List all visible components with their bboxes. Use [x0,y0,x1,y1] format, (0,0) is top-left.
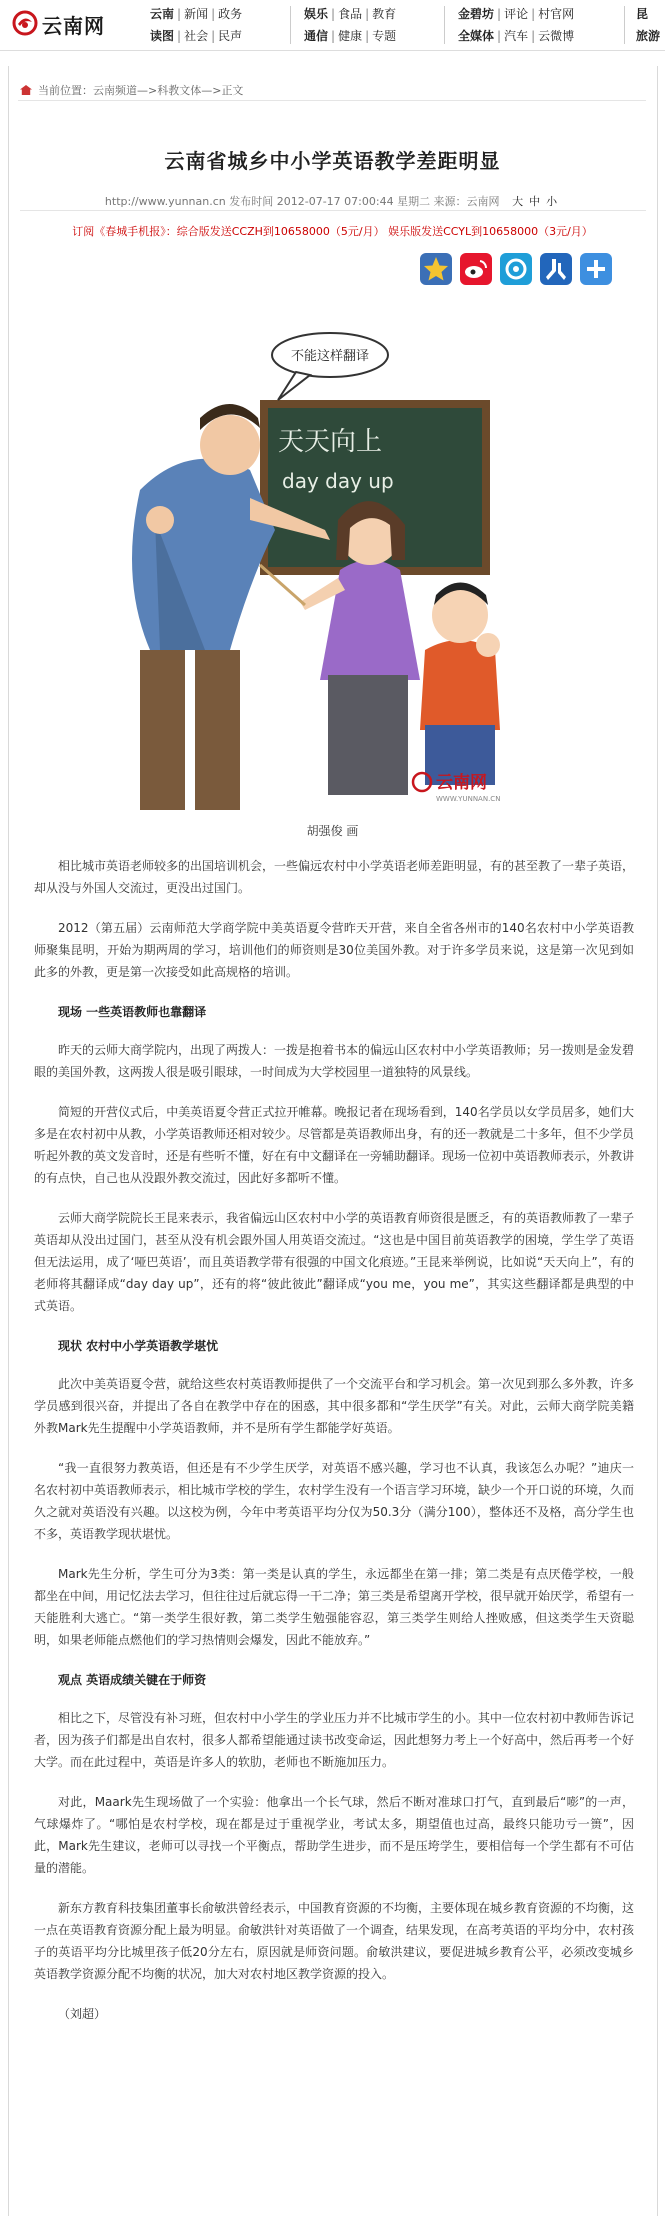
watermark-url: WWW.YUNNAN.CN [436,795,501,803]
paragraph: “我一直很努力教英语，但还是有不少学生厌学，对英语不感兴趣，学习也不认真，我该怎么办呢？”迪庆一名农村初中英语教师表示，相比城市学校的学生，农村学生没有一个语言学习环境，缺少一个开口说的环境，久而久之就对英语没有兴趣。以这校为例，今年中考英语平均分仅为50.3分（满分100），整体还不及格，高分学生也不多，英语教学现状堪忧。 [34,1461,635,1541]
article-meta [0,193,665,209]
share-weibo-button[interactable] [460,253,492,285]
nav-separator: | [531,29,536,43]
nav-link[interactable]: 通信 [304,29,329,43]
top-navigation [0,0,665,50]
paragraph: 相比城市英语老师较多的出国培训机会，一些偏远农村中小学英语老师差距明显，有的甚至教了一辈子英语，却从没与外国人交流过，更没出过国门。 [34,859,635,895]
paragraph: 此次中美英语夏令营，就给这些农村英语教师提供了一个交流平台和学习机会。第一次见到那么多外教，许多学员感到很兴奋，并提出了各自在教学中存在的困惑，其中很多都和“学生厌学”有关。对此，云师大商学院美籍外教Mark先生提醒中小学英语教师，并不是所有学生都能学好英语。 [34,1377,635,1435]
nav-group-media [458,4,574,48]
nav-separator: | [331,29,336,43]
nav-separator: | [497,7,502,21]
header-divider [0,50,665,51]
font-size-small[interactable]: 小 [546,195,558,208]
qq-zone-icon [500,253,532,285]
share-favorite-button[interactable] [420,253,452,285]
nav-link[interactable]: 旅游 [636,29,661,43]
nav-link[interactable]: 云南 [150,7,175,21]
speech-bubble-tail [278,372,310,400]
article-title: 云南省城乡中小学英语教学差距明显 [164,149,501,174]
share-renren-button[interactable] [540,253,572,285]
nav-link[interactable]: 金碧坊 [458,7,495,21]
nav-group-travel [636,4,660,48]
student-figure [420,583,500,786]
nav-link[interactable]: 专题 [372,29,397,43]
article-author: （刘超） [58,2007,107,2021]
nav-group-ent [304,4,396,48]
nav-link[interactable]: 汽车 [504,29,529,43]
section-heading: 现状 农村中小学英语教学堪忧 [58,1339,219,1353]
star-icon [420,253,452,285]
article-meta-text: http://www.yunnan.cn 发布时间 2012-07-17 07:00:44 星期二 来源：云南网 [104,195,500,208]
paragraph: 简短的开营仪式后，中美英语夏令营正式拉开帷幕。晚报记者在现场看到，140名学员以女学员居多，她们大多是在农村初中从教，小学英语教师还相对较少。尽管都是英语教师出身，有的还一教就是二十多年，但不少学员听起外教的英文发音时，还是有些听不懂，好在有中文翻译在一旁辅助翻译。现场一位初中英语教师表示，外教讲的有点快，自己也从没跟外教交流过，因此好多都听不懂。 [34,1105,635,1185]
nav-separator: | [497,29,502,43]
section-heading: 现场 一些英语教师也靠翻译 [58,1005,207,1019]
illustration-caption: 胡强俊 画 [306,824,359,838]
nav-link[interactable]: 读图 [150,29,175,43]
breadcrumb-item[interactable]: 云南频道 [93,84,137,97]
nav-separator: | [531,7,536,21]
nav-separator: | [177,29,182,43]
paragraph: 相比之下，尽管没有补习班，但农村中小学生的学业压力并不比城市学生的小。其中一位农村初中教师告诉记者，因为孩子们都是出自农村，很多人都希望能通过读书改变命运，因此想努力考上一个好高中，然后再考一个好大学。而在此过程中，英语是许多人的软肋，老师也不断施加压力。 [34,1711,635,1769]
share-qq-button[interactable] [500,253,532,285]
nav-link[interactable]: 新闻 [184,7,209,21]
font-size-switcher [509,195,560,208]
breadcrumb-item[interactable]: 科教文体 [157,84,202,97]
nav-link[interactable]: 昆 [636,7,649,21]
paragraph: Mark先生分析，学生可分为3类：第一类是认真的学生，永远都坐在第一排；第二类是有点厌倦学校，一般都坐在中间，用记忆法去学习，但往往过后就忘得一干二净；第三类是希望离开学校，很早就开始厌学，希望有一天能胜利大逃亡。“第一类学生很好教，第二类学生勉强能容忍，第三类学生则给人挫败感，但这类学生天资聪明，如果老师能点燃他们的学习热情则会爆发，因此不能放弃。” [34,1567,635,1647]
breadcrumb-divider [18,100,646,101]
nav-separator: | [211,29,216,43]
nav-link[interactable]: 社会 [184,29,209,43]
logo-text: 云南网 [42,14,105,38]
nav-link[interactable]: 全媒体 [458,29,495,43]
paragraph: 2012（第五届）云南师范大学商学院中美英语夏令营昨天开营，来自全省各州市的140名农村中小学英语教师聚集昆明，开始为期两周的学习，培训他们的师资则是30位美国外教。对于许多学员来说，这是第一次见到如此多的外教，更是第一次接受如此高规格的培训。 [34,921,634,979]
nav-link[interactable]: 健康 [338,29,363,43]
breadcrumb-current: 正文 [221,84,244,97]
nav-group-news [150,4,242,48]
section-heading: 观点 英语成绩关键在于师资 [58,1673,207,1687]
promo-link[interactable]: 娱乐版发送CCYL到10658000（3元/月） [388,225,593,238]
plus-icon [580,253,612,285]
nav-separator: | [177,7,182,21]
speech-bubble-text: 不能这样翻译 [290,349,370,364]
nav-link[interactable]: 村官网 [538,7,575,21]
cartoon-teachers-illustration [100,320,570,810]
breadcrumb-separator: —> [201,84,222,97]
nav-link[interactable]: 教育 [372,7,397,21]
nav-link[interactable]: 评论 [504,7,529,21]
paragraph: 云师大商学院院长王昆来表示，我省偏远山区农村中小学的英语教育师资很是匮乏，有的英语教师教了一辈子英语却从没出过国门，甚至从没有机会跟外国人用英语交流过。“这也是中国目前英语教学的困境，学生学了英语但无法运用，成了‘哑巴英语’，而且英语教学带有很强的中国文化痕迹。”王昆来举例说，比如说“天天向上”，有的老师将其翻译成“day day up”，还有的将“彼此彼此”翻译成“you me，you me”，其实这些翻译都是典型的中式英语。 [34,1211,635,1313]
nav-divider [290,6,291,44]
renren-icon [540,253,572,285]
article-illustration [100,320,570,810]
site-logo[interactable] [12,8,117,42]
subscription-promo [0,223,665,239]
promo-link[interactable]: 订阅《春城手机报》：综合版发送CCZH到10658000（5元/月） [72,225,385,238]
paragraph: 昨天的云师大商学院内，出现了两拨人：一拨是抱着书本的偏远山区农村中小学英语教师；另一拨则是金发碧眼的美国外教，这两拨人很是吸引眼球，一时间成为大学校园里一道独特的风景线。 [34,1043,635,1079]
nav-link[interactable]: 娱乐 [304,7,329,21]
paragraph: 对此，Maark先生现场做了一个实验：他拿出一个长气球，然后不断对准球口打气，直到最后“嘭”的一声，气球爆炸了。“哪怕是农村学校，现在都是过于重视学业，考试太多，期望值也过高，最终只能功亏一篑”，因此，Mark先生建议，老师可以寻找一个平衡点，帮助学生进步，而不是压垮学生，要相信每一个学生都有不可估量的潜能。 [34,1795,634,1875]
article-body [34,855,634,2043]
weibo-icon [460,253,492,285]
board-text-english: day day up [282,469,394,493]
board-text-chinese: 天天向上 [278,427,383,457]
nav-separator: | [331,7,336,21]
font-size-large[interactable]: 大 [512,195,524,208]
nav-link[interactable]: 政务 [218,7,243,21]
meta-divider [20,210,646,211]
breadcrumb [20,82,243,98]
nav-separator: | [211,7,216,21]
share-more-button[interactable] [580,253,612,285]
nav-link[interactable]: 民声 [218,29,243,43]
home-icon[interactable] [20,85,32,95]
watermark-text: 云南网 [436,773,487,793]
font-size-medium[interactable]: 中 [529,195,541,208]
nav-link[interactable]: 食品 [338,7,363,21]
paragraph: 新东方教育科技集团董事长俞敏洪曾经表示，中国教育资源的不均衡，主要体现在城乡教育资源的不均衡，这一点在英语教育资源分配上最为明显。俞敏洪针对英语做了一个调查，结果发现，在高考英语的平均分中，农村孩子的英语平均分比城里孩子低20分左右，原因就是师资问题。俞敏洪建议，要促进城乡教育公平，必须改变城乡英语教学资源分配不均衡的状况，加大对农村地区教学资源的投入。 [34,1901,635,1981]
breadcrumb-prefix: 当前位置： [38,84,93,97]
nav-link[interactable]: 云微博 [538,29,575,43]
logo-mark-icon [12,10,38,36]
share-bar [420,253,650,287]
breadcrumb-separator: —> [137,84,158,97]
nav-separator: | [365,29,370,43]
nav-divider [444,6,445,44]
nav-divider [624,6,625,44]
nav-separator: | [365,7,370,21]
